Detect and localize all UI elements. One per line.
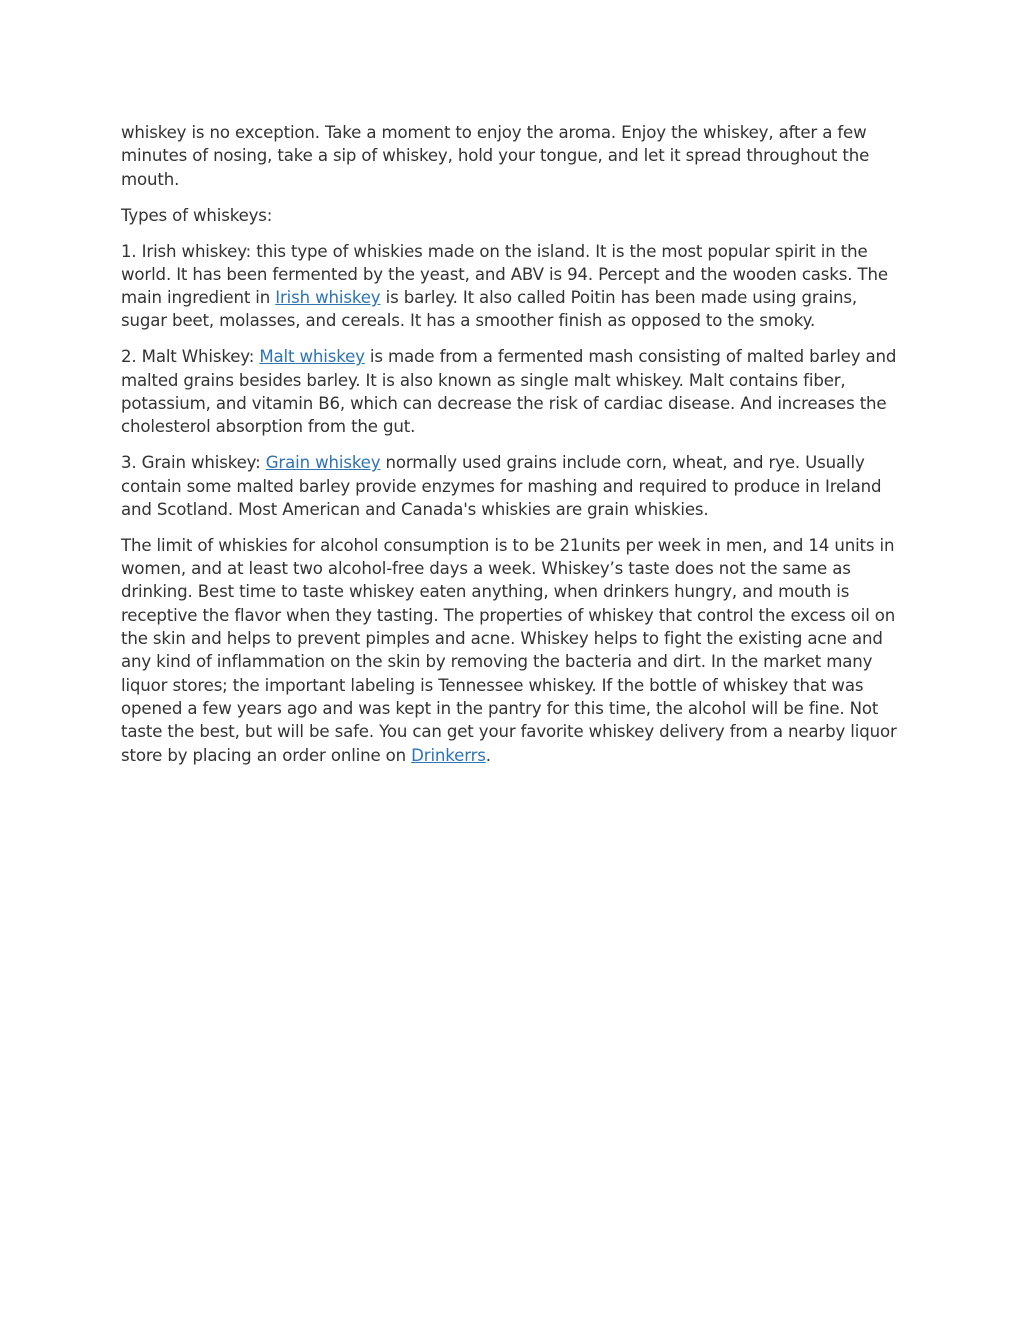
grain-text-before: 3. Grain whiskey: [121,453,266,473]
closing-paragraph [121,534,901,767]
malt-text-after: is made from a fermented mash consisting of malted barley and malted grains besides barley. It is also known as single malt whiskey. Malt contains fiber, potassium, and vitamin B6, which can decrease the risk of cardiac disease. And increases the cholesterol absorption from the gut. [121,347,897,437]
irish-text-after: is barley. It also called Poitin has been made using grains, sugar beet, molasses, and cereals. It has a smoother finish as opposed to the smoky. [121,288,857,331]
intro-paragraph: whiskey is no exception. Take a moment to enjoy the aroma. Enjoy the whiskey, after a few minutes of nosing, take a sip of whiskey, hold your tongue, and let it spread throughout the mouth. [121,123,870,189]
types-heading: Types of whiskeys: [121,205,273,225]
closing-text-after: . [485,745,491,765]
grain-text-after: normally used grains include corn, wheat, and rye. Usually contain some malted barley provide enzymes for mashing and required to produce in Ireland and Scotland. Most American and Canada's whiskies are grain whiskies. [121,453,882,519]
malt-whiskey-link[interactable]: Malt whiskey [259,347,365,367]
malt-text-before: 2. Malt Whiskey: [121,347,260,367]
malt-whiskey-paragraph [121,345,901,438]
irish-text-before: 1. Irish whiskey: this type of whiskies made on the island. It is the most popular spirit in the world. It has been fermented by the yeast, and ABV is 94. Percept and the wooden casks. The main ingredient in [121,241,888,308]
irish-whiskey-paragraph [121,240,901,333]
grain-whiskey-paragraph [121,451,901,521]
drinkerrs-link[interactable]: Drinkerrs [411,745,486,765]
closing-text-before: The limit of whiskies for alcohol consumption is to be 21units per week in men, and 14 units in women, and at least two alcohol-free days a week. Whiskey’s taste does not the same as drinking. Best time to taste whiskey eaten anything, when drinkers hungry, and mouth is receptive the flavor when they tasting. The properties of whiskey that control the excess oil on the skin and helps to prevent pimples and acne. Whiskey helps to fight the existing acne and any kind of inflammation on the skin by removing the bacteria and dirt. In the market many liquor stores; the important labeling is Tennessee whiskey. If the bottle of whiskey that was opened a few years ago and was kept in the pantry for this time, the alcohol will be fine. Not taste the best, but will be safe. You can get your favorite whiskey delivery from a nearby liquor store by placing an order online on [121,535,897,765]
irish-whiskey-link[interactable]: Irish whiskey [275,288,381,308]
document-body [121,121,901,780]
grain-whiskey-link[interactable]: Grain whiskey [265,453,381,473]
